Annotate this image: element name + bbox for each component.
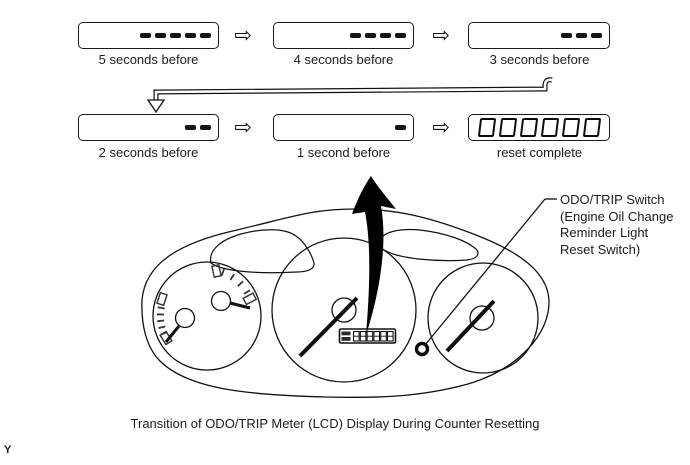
top-left-cutout [211, 230, 315, 273]
top-right-cutout [378, 229, 478, 260]
odo-trip-switch [417, 344, 428, 355]
seven-segment-digit [583, 118, 601, 137]
temp-scale-end-mark [212, 265, 221, 277]
dash-mark [185, 125, 196, 130]
lcd-display-box [468, 114, 610, 141]
callout-line: Reminder Light [560, 225, 649, 240]
flow-arrow-icon: ⇨ [432, 23, 450, 47]
flow-arrow-icon: ⇨ [234, 23, 252, 47]
dash-mark [365, 33, 376, 38]
dash-mark [170, 33, 181, 38]
dash-mark [155, 33, 166, 38]
seven-segment-digit [562, 118, 580, 137]
dash-mark [561, 33, 572, 38]
step-label: 2 seconds before [98, 145, 199, 160]
lcd-display-box [273, 22, 414, 49]
step-label: 3 seconds before [489, 52, 590, 67]
lcd-display-box [273, 114, 414, 141]
temp-scale-ticks [222, 269, 250, 294]
flow-arrow-icon: ⇨ [234, 115, 252, 139]
return-arrowhead [148, 100, 164, 112]
return-arrow [148, 80, 552, 112]
lcd-display-box [78, 22, 219, 49]
dash-mark [591, 33, 602, 38]
fuel-scale-ticks [157, 307, 167, 334]
seven-segment-digit [541, 118, 559, 137]
step-label: 1 second before [296, 145, 391, 160]
seven-segment-digit [520, 118, 538, 137]
dash-mark [395, 125, 406, 130]
lcd-dashes [185, 125, 218, 130]
lcd-dashes [395, 125, 413, 130]
lcd-dashes [350, 33, 413, 38]
temp-gauge-hub [212, 292, 231, 311]
dash-mark [140, 33, 151, 38]
fuel-scale-end-mark [157, 293, 167, 306]
lcd-display-box [468, 22, 610, 49]
odo-trip-mini-lcd [340, 329, 396, 343]
callout-line: (Engine Oil Change [560, 208, 674, 224]
figure-caption: Transition of ODO/TRIP Meter (LCD) Display During Counter Resetting [130, 416, 540, 431]
dash-mark [380, 33, 391, 38]
left-gauge-circle [153, 262, 261, 370]
callout-line: ODO/TRIP Switch [560, 192, 665, 207]
dash-mark [350, 33, 361, 38]
dash-mark [185, 33, 196, 38]
seven-segment-digit [478, 118, 496, 137]
lcd-pointer-arrow [352, 176, 396, 335]
lcd-display-box [78, 114, 219, 141]
right-gauge-hub [470, 306, 494, 330]
callout-line: Reset Switch) [560, 241, 641, 257]
dash-mark [576, 33, 587, 38]
step-label: 4 seconds before [293, 52, 394, 67]
step-label: reset complete [496, 145, 583, 160]
flow-arrow-icon: ⇨ [432, 115, 450, 139]
temp-scale-end-mark [243, 293, 256, 304]
lcd-dashes [561, 33, 609, 38]
lcd-dashes [140, 33, 218, 38]
corner-mark: Y [4, 444, 12, 456]
speedometer-needle [300, 298, 357, 356]
seven-segment-readout [479, 118, 609, 137]
seven-segment-digit [499, 118, 517, 137]
step-label: 5 seconds before [98, 52, 199, 67]
fuel-gauge-hub [176, 309, 195, 328]
switch-callout-label [560, 192, 690, 258]
dash-mark [200, 33, 211, 38]
dash-mark [200, 125, 211, 130]
dash-mark [395, 33, 406, 38]
